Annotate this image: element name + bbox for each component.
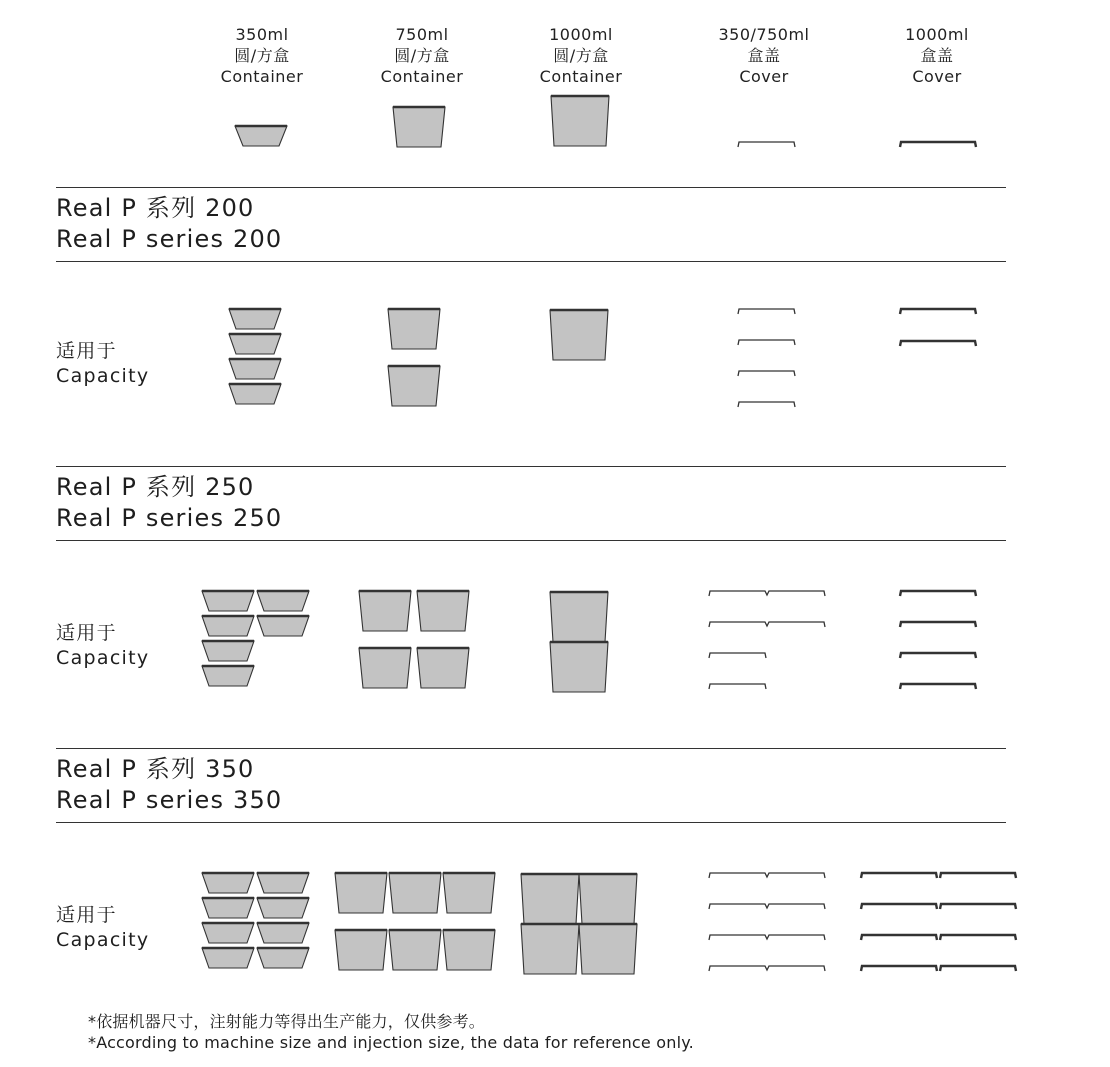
column-header-size: 1000ml (905, 25, 969, 44)
column-header-size: 350ml (235, 25, 289, 44)
container-350ml (257, 616, 309, 636)
cover-1000ml (900, 591, 976, 596)
series-title-cn: Real P 系列 250 (56, 473, 255, 501)
container-350ml (229, 384, 281, 404)
capacity-label-en: Capacity (56, 647, 150, 669)
cover-1000ml (900, 684, 976, 689)
capacity-label-en: Capacity (56, 365, 150, 387)
container-350ml (257, 923, 309, 943)
container-350ml (257, 873, 309, 893)
series-title-en: Real P series 250 (56, 504, 283, 532)
capacity-label-cn: 适用于 (56, 622, 117, 644)
cover-350-750ml-pair (709, 622, 825, 627)
container-750ml (443, 873, 495, 913)
container-350ml (202, 641, 254, 661)
cover-350-750ml-pair (709, 873, 825, 878)
container-1000ml (550, 310, 608, 360)
cover-350-750ml (738, 309, 795, 314)
cover-350-750ml-pair (709, 966, 825, 971)
capacity-label-en: Capacity (56, 929, 150, 951)
container-350ml (229, 334, 281, 354)
container-350ml (202, 898, 254, 918)
capacity-label-cn: 适用于 (56, 904, 117, 926)
capacity-label-cn: 适用于 (56, 340, 117, 362)
cover-1000ml (861, 873, 937, 878)
cover-1000ml (900, 142, 976, 147)
cover-350-750ml-pair (709, 904, 825, 909)
container-350ml (202, 948, 254, 968)
container-750ml (359, 591, 411, 631)
cover-1000ml (940, 935, 1016, 940)
column-header-cn: 圆/方盒 (234, 46, 290, 65)
container-350ml (257, 898, 309, 918)
container-1000ml (521, 924, 579, 974)
series-title-cn: Real P 系列 200 (56, 194, 255, 222)
column-header-en: Container (539, 67, 623, 86)
container-1000ml (579, 924, 637, 974)
cover-350-750ml-pair (709, 591, 825, 596)
cover-1000ml (940, 873, 1016, 878)
cover-1000ml (900, 341, 976, 346)
container-750ml (388, 366, 440, 406)
container-350ml (202, 591, 254, 611)
container-350ml (229, 309, 281, 329)
column-header-cn: 圆/方盒 (394, 46, 450, 65)
container-350ml (202, 873, 254, 893)
cover-350-750ml (709, 653, 766, 658)
column-header-cn: 盒盖 (920, 46, 954, 65)
container-1000ml (550, 642, 608, 692)
column-header-en: Cover (739, 67, 789, 86)
container-350ml (257, 591, 309, 611)
cover-350-750ml (738, 371, 795, 376)
container-750ml (359, 648, 411, 688)
cover-350-750ml (738, 142, 795, 147)
container-350ml (257, 948, 309, 968)
series-title-en: Real P series 350 (56, 786, 283, 814)
container-350ml (202, 666, 254, 686)
column-header-en: Cover (912, 67, 962, 86)
cover-350-750ml (738, 340, 795, 345)
cover-1000ml (940, 904, 1016, 909)
container-350ml (202, 923, 254, 943)
container-750ml (335, 930, 387, 970)
column-header-cn: 圆/方盒 (553, 46, 609, 65)
container-750ml (335, 873, 387, 913)
container-1000ml (579, 874, 637, 924)
cover-1000ml (940, 966, 1016, 971)
cover-350-750ml-pair (709, 935, 825, 940)
container-750ml (417, 591, 469, 631)
container-1000ml (521, 874, 579, 924)
series-title-en: Real P series 200 (56, 225, 283, 253)
container-350ml (229, 359, 281, 379)
series-title-cn: Real P 系列 350 (56, 755, 255, 783)
footnote-cn: *依据机器尺寸，注射能力等得出生产能力，仅供参考。 (88, 1012, 486, 1031)
cover-350-750ml (709, 684, 766, 689)
container-750ml (389, 930, 441, 970)
cover-350-750ml (738, 402, 795, 407)
container-750ml (443, 930, 495, 970)
column-header-cn: 盒盖 (747, 46, 781, 65)
column-header-size: 350/750ml (718, 25, 810, 44)
cover-1000ml (900, 653, 976, 658)
container-750ml (393, 107, 445, 147)
column-header-en: Container (220, 67, 304, 86)
container-350ml (235, 126, 287, 146)
footnote-en: *According to machine size and injection size, the data for reference only. (88, 1033, 694, 1052)
container-750ml (389, 873, 441, 913)
column-header-size: 750ml (395, 25, 449, 44)
container-750ml (417, 648, 469, 688)
cover-1000ml (900, 309, 976, 314)
container-1000ml (551, 96, 609, 146)
container-750ml (388, 309, 440, 349)
container-1000ml (550, 592, 608, 642)
cover-1000ml (861, 966, 937, 971)
container-350ml (202, 616, 254, 636)
cover-1000ml (861, 904, 937, 909)
column-header-size: 1000ml (549, 25, 613, 44)
cover-1000ml (900, 622, 976, 627)
column-header-en: Container (380, 67, 464, 86)
cover-1000ml (861, 935, 937, 940)
